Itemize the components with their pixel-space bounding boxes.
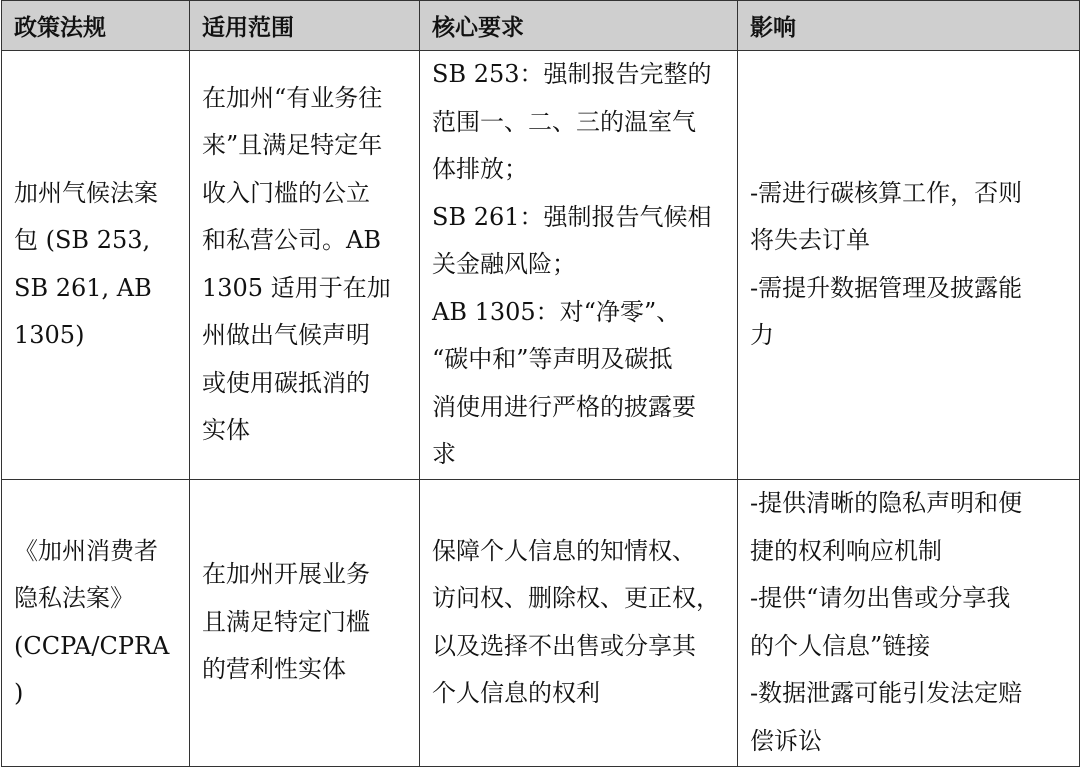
cell-line: 在加州“有业务往 xyxy=(202,83,383,112)
cell-line: 在加州开展业务 xyxy=(202,560,370,589)
cell-line: SB 253：强制报告完整的 xyxy=(432,60,712,88)
cell-line: 将失去订单 xyxy=(750,226,870,255)
cell-line: 或使用碳抵消的 xyxy=(202,368,370,397)
cell-line: -数据泄露可能引发法定赔 xyxy=(750,679,1023,707)
cell-line: 力 xyxy=(750,321,774,350)
cell-line: 的个人信息”链接 xyxy=(750,631,931,660)
cell-line: 关金融风险； xyxy=(432,250,576,278)
cell-line: 州做出气候声明 xyxy=(202,321,370,350)
cell-line: AB 1305：对“净零”、 xyxy=(432,297,681,326)
policy-cell xyxy=(2,51,190,480)
cell-line: 范围一、二、三的温室气 xyxy=(432,107,696,136)
cell-line: ) xyxy=(14,679,24,707)
cell-line: 《加州消费者 xyxy=(14,536,158,565)
cell-line: 求 xyxy=(432,440,456,468)
header-row xyxy=(2,1,1080,51)
cell-line: 且满足特定门槛 xyxy=(202,607,370,636)
cell-line: 1305) xyxy=(14,321,85,350)
cell-line: 消使用进行严格的披露要 xyxy=(432,392,696,421)
cell-line: 实体 xyxy=(202,416,250,445)
cell-line: 偿诉讼 xyxy=(750,726,822,755)
cell-line: 收入门槛的公立 xyxy=(202,178,370,207)
cell-line: 隐私法案》 xyxy=(14,584,134,612)
requirements-cell xyxy=(420,51,738,480)
header-scope: 适用范围 xyxy=(190,1,420,51)
cell-line: -提供清晰的隐私声明和便 xyxy=(750,489,1023,517)
cell-line: SB 261：强制报告气候相 xyxy=(432,202,712,231)
cell-line: 包 (SB 253, xyxy=(14,226,151,255)
policy-cell xyxy=(2,479,190,766)
scope-cell xyxy=(190,51,420,480)
cell-line: 1305 适用于在加 xyxy=(202,273,391,302)
cell-line: 捷的权利响应机制 xyxy=(750,536,942,565)
cell-line: 以及选择不出售或分享其 xyxy=(432,631,696,660)
cell-line: 加州气候法案 xyxy=(14,178,158,207)
header-policy: 政策法规 xyxy=(2,1,190,51)
cell-line: (CCPA/CPRA xyxy=(14,631,170,660)
cell-line: 的营利性实体 xyxy=(202,655,346,684)
requirements-cell xyxy=(420,479,738,766)
header-requirements: 核心要求 xyxy=(420,1,738,51)
cell-line: 来”且满足特定年 xyxy=(202,131,383,160)
cell-line: “碳中和”等声明及碳抵 xyxy=(432,345,673,373)
impact-cell xyxy=(738,51,1080,480)
impact-cell xyxy=(738,479,1080,766)
cell-line: 个人信息的权利 xyxy=(432,679,600,707)
cell-line: 体排放； xyxy=(432,155,528,183)
header-impact: 影响 xyxy=(738,1,1080,51)
cell-line: -提供“请勿出售或分享我 xyxy=(750,584,1011,612)
table-row xyxy=(2,479,1080,766)
cell-line: SB 261, AB xyxy=(14,273,152,302)
cell-line: 保障个人信息的知情权、 xyxy=(432,536,696,565)
cell-line: -需进行碳核算工作，否则 xyxy=(750,178,1023,207)
policy-table xyxy=(1,0,1080,767)
cell-line: 和私营公司。AB xyxy=(202,226,381,255)
scope-cell xyxy=(190,479,420,766)
table-row xyxy=(2,51,1080,480)
cell-line: 访问权、删除权、更正权， xyxy=(432,584,720,612)
cell-line: -需提升数据管理及披露能 xyxy=(750,273,1023,302)
